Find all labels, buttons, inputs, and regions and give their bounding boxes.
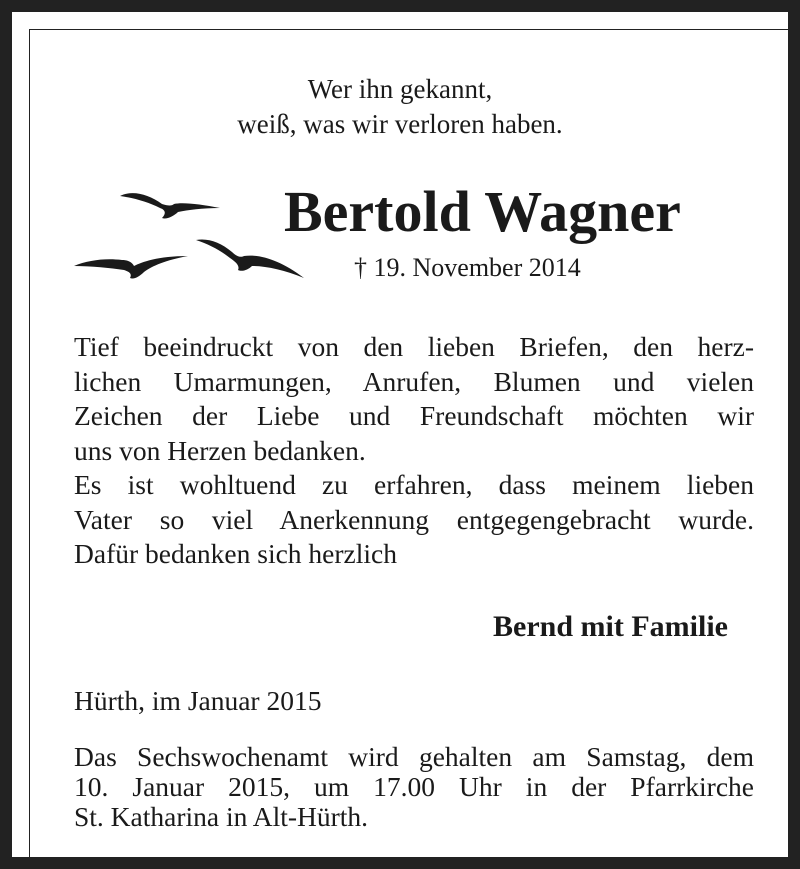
- bird-3-icon: [196, 240, 304, 279]
- motto-line-2: weiß, was wir verloren haben.: [237, 109, 563, 139]
- service-line: St. Katharina in Alt-Hürth.: [74, 801, 369, 832]
- service-line: Das Sechswochenamt wird gehalten am Samstag, dem: [74, 741, 754, 772]
- thanks-line: lichen Umarmungen, Anrufen, Blumen und vielen: [74, 365, 754, 397]
- place-date: Hürth, im Januar 2015: [74, 685, 322, 716]
- bird-2-icon: [74, 256, 188, 279]
- bird-1-icon: [120, 193, 220, 218]
- signature: Bernd mit Familie: [493, 610, 728, 643]
- flying-birds-icon: [70, 184, 310, 284]
- thanks-line: Dafür bedanken sich herzlich: [74, 538, 397, 569]
- thanks-line: Vater so viel Anerkennung entgegengebracht wurde.: [74, 503, 754, 535]
- motto: [12, 72, 788, 142]
- death-date: † 19. November 2014: [354, 253, 581, 282]
- thanks-paragraph: [74, 330, 754, 572]
- thanks-line: Tief beeindruckt von den lieben Briefen, den herz-: [74, 331, 754, 362]
- service-announcement: [74, 742, 754, 832]
- deceased-name: Bertold Wagner: [284, 179, 681, 244]
- motto-line-1: Wer ihn gekannt,: [307, 74, 493, 104]
- thanks-line: uns von Herzen bedanken.: [74, 434, 366, 466]
- thanks-line: Zeichen der Liebe und Freundschaft möchten wir: [74, 400, 754, 431]
- service-line: 10. Januar 2015, um 17.00 Uhr in der Pfarrkirche: [74, 771, 754, 802]
- thanks-line: Es ist wohltuend zu erfahren, dass meinem lieben: [74, 469, 754, 500]
